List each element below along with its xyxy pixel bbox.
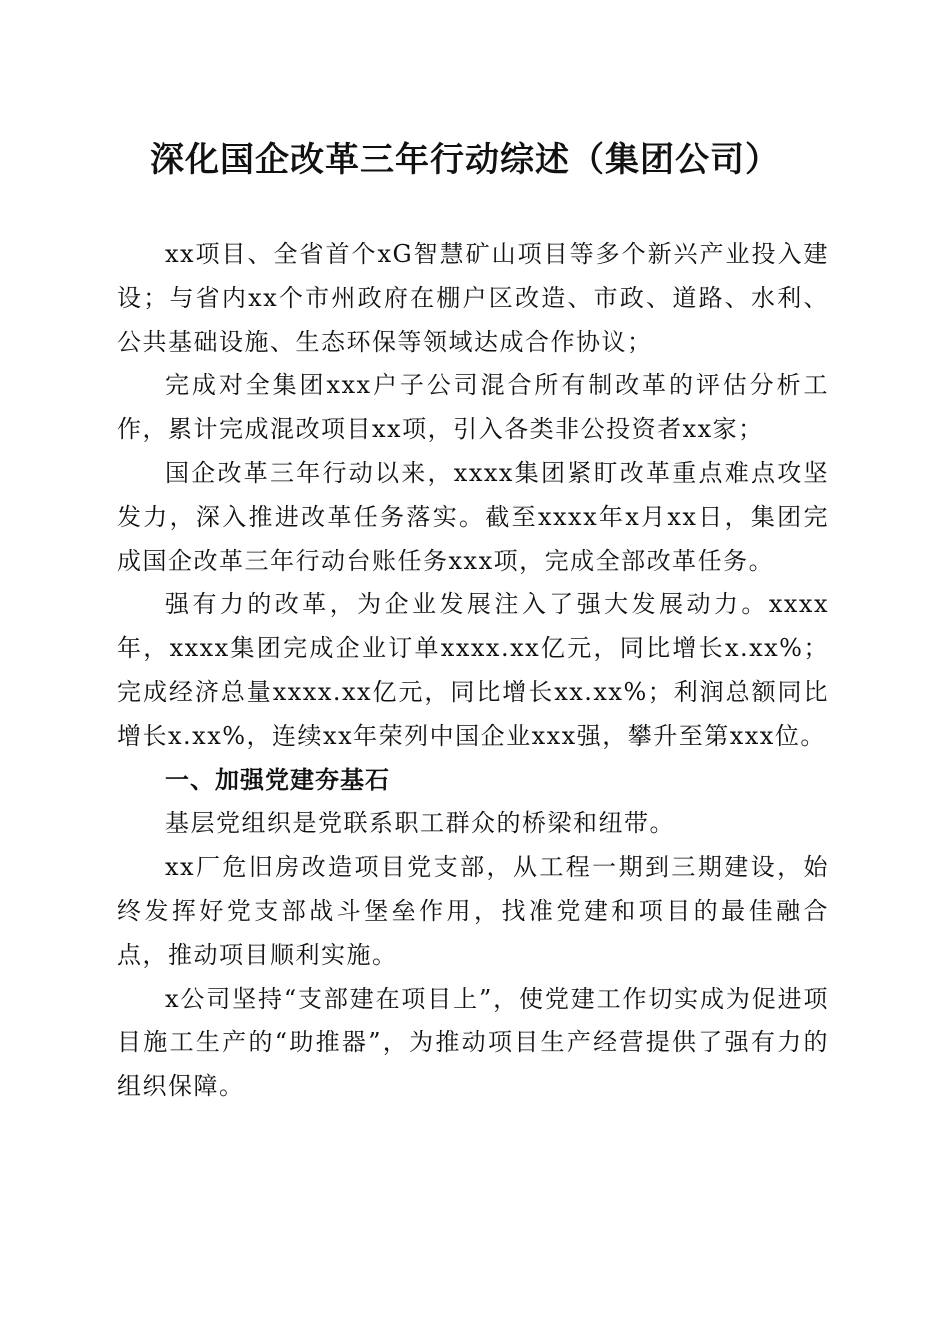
section-paragraph-3: x公司坚持“支部建在项目上”，使党建工作切实成为促进项目施工生产的“助推器”，为推动项目生产经营提供了强有力的组织保障。 xyxy=(117,984,829,1101)
document-body xyxy=(117,233,829,1109)
document-title: 深化国企改革三年行动综述（集团公司） xyxy=(150,140,780,180)
paragraph-1: xx项目、全省首个xG智慧矿山项目等多个新兴产业投入建设；与省内xx个市州政府在棚户区改造、市政、道路、水利、公共基础设施、生态环保等领域达成合作协议； xyxy=(117,240,829,356)
paragraph-3: 国企改革三年行动以来，xxxx集团紧盯改革重点难点攻坚发力，深入推进改革任务落实。截至xxxx年x月xx日，集团完成国企改革三年行动台账任务xxx项，完成全部改革任务。 xyxy=(117,458,829,575)
paragraph-4: 强有力的改革，为企业发展注入了强大发展动力。xxxx年，xxxx集团完成企业订单xxxx.xx亿元，同比增长x.xx%；完成经济总量xxxx.xx亿元，同比增长xx.xx%；利润总额同比增长x.xx%，连续xx年荣列中国企业xxx强，攀升至第xxx位。 xyxy=(117,590,829,750)
section-heading: 一、加强党建夯基石 xyxy=(165,765,390,794)
paragraph-2: 完成对全集团xxx户子公司混合所有制改革的评估分析工作，累计完成混改项目xx项，引入各类非公投资者xx家； xyxy=(117,371,829,444)
section-paragraph-1: 基层党组织是党联系职工群众的桥梁和纽带。 xyxy=(165,809,675,838)
section-paragraph-2: xx厂危旧房改造项目党支部，从工程一期到三期建设，始终发挥好党支部战斗堡垒作用，找准党建和项目的最佳融合点，推动项目顺利实施。 xyxy=(117,853,829,969)
